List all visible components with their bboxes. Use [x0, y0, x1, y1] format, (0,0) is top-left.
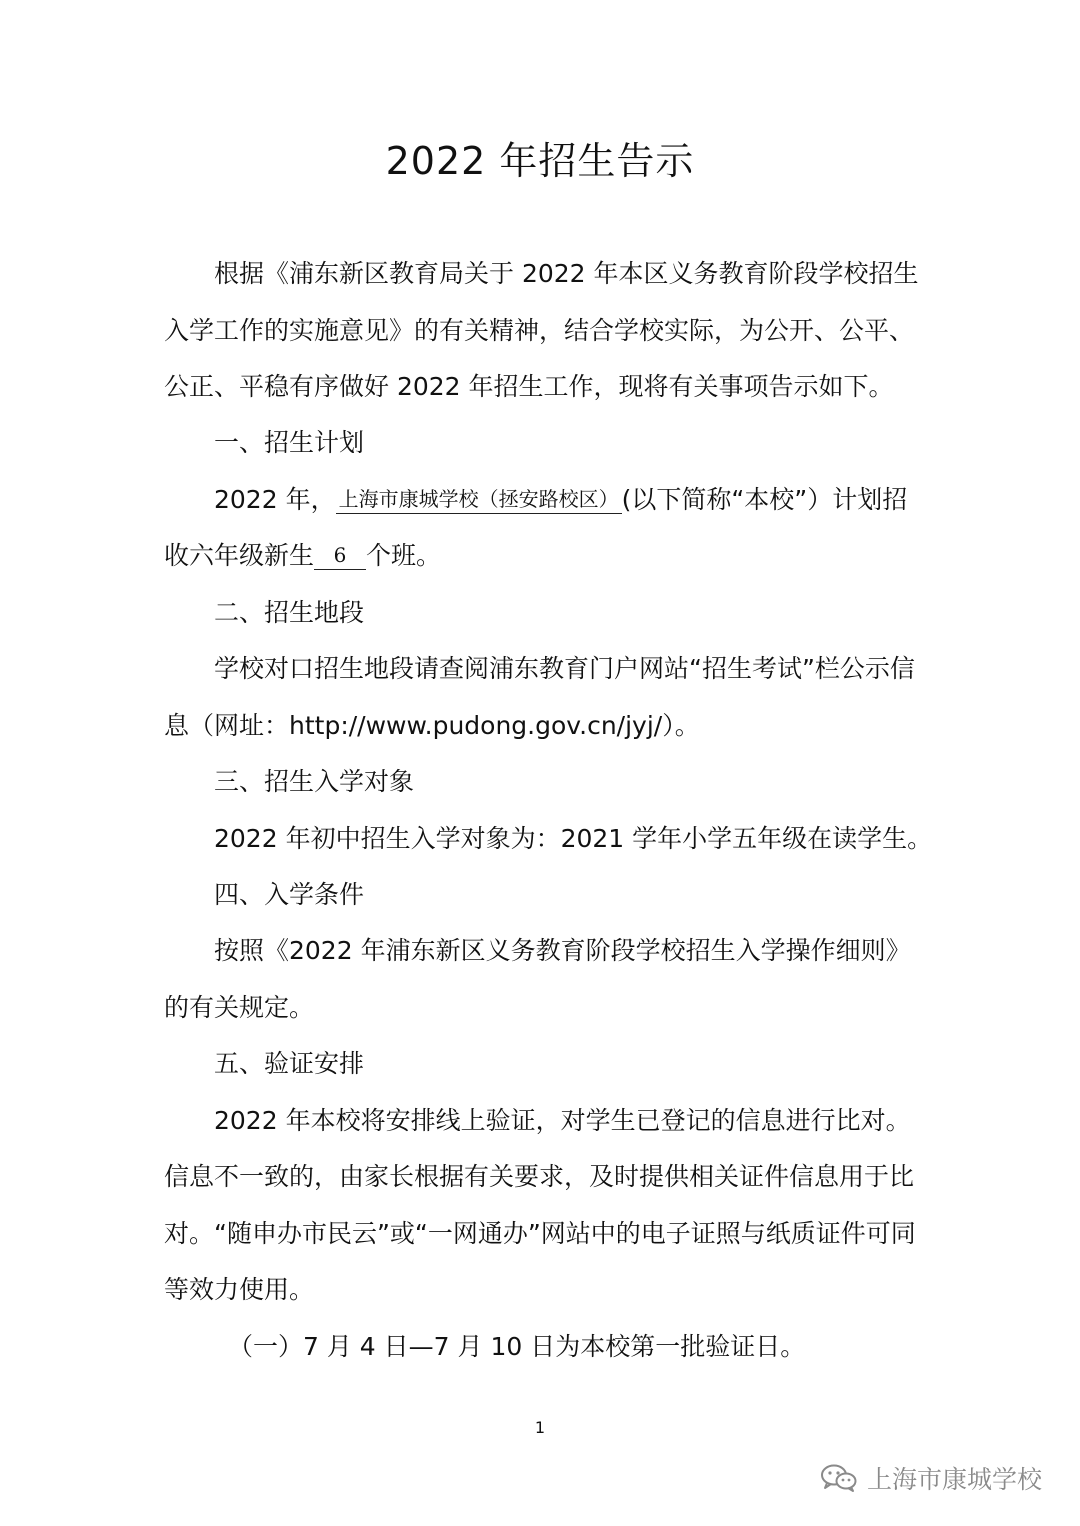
section-4-heading: 四、入学条件 — [214, 880, 365, 909]
section-1-line-2 — [164, 538, 441, 574]
section-2-line-1: 学校对口招生地段请查阅浦东教育门户网站“招生考试”栏公示信 — [214, 654, 915, 683]
section-5-heading: 五、验证安排 — [214, 1049, 365, 1078]
section-4-line-2: 的有关规定。 — [164, 993, 315, 1022]
section-5-line-4: 等效力使用。 — [164, 1275, 315, 1304]
section-3-heading: 三、招生入学对象 — [214, 767, 415, 796]
watermark-text: 上海市康城学校 — [866, 1465, 1042, 1494]
section-5-line-3: 对。“随申办市民云”或“一网通办”网站中的电子证照与纸质证件可同 — [164, 1219, 916, 1248]
section-1-line-2-prefix: 收六年级新生 — [164, 541, 315, 570]
wechat-icon — [819, 1463, 859, 1493]
section-1-line-2-suffix: 个班。 — [366, 541, 442, 570]
section-5-line-2: 信息不一致的，由家长根据有关要求，及时提供相关证件信息用于比 — [164, 1162, 915, 1191]
class-count-fill: 6 — [314, 541, 366, 570]
section-1-heading: 一、招生计划 — [214, 428, 365, 457]
section-2-line-2: 息（网址：http://www.pudong.gov.cn/jyj/）。 — [164, 711, 700, 740]
section-1-prefix: 2022 年， — [214, 485, 336, 514]
intro-line-1: 根据《浦东新区教育局关于 2022 年本区义务教育阶段学校招生 — [214, 259, 919, 288]
page-number: 1 — [534, 1418, 546, 1437]
section-3-line: 2022 年初中招生入学对象为：2021 学年小学五年级在读学生。 — [214, 824, 933, 853]
section-4-line-1: 按照《2022 年浦东新区义务教育阶段学校招生入学操作细则》 — [214, 936, 911, 965]
section-2-heading: 二、招生地段 — [214, 598, 365, 627]
document-title: 2022 年招生告示 — [385, 139, 695, 183]
section-5-line-1: 2022 年本校将安排线上验证，对学生已登记的信息进行比对。 — [214, 1106, 911, 1135]
section-1-line-1 — [214, 482, 907, 518]
school-name-fill: 上海市康城学校（拯安路校区） — [336, 485, 622, 514]
section-5-item-1: （一）7 月 4 日—7 月 10 日为本校第一批验证日。 — [228, 1332, 806, 1361]
account-watermark — [819, 1458, 1042, 1498]
section-1-suffix: (以下简称“本校”）计划招 — [621, 485, 908, 514]
intro-line-3: 公正、平稳有序做好 2022 年招生工作，现将有关事项告示如下。 — [164, 372, 894, 401]
intro-line-2: 入学工作的实施意见》的有关精神，结合学校实际，为公开、公平、 — [164, 316, 915, 345]
